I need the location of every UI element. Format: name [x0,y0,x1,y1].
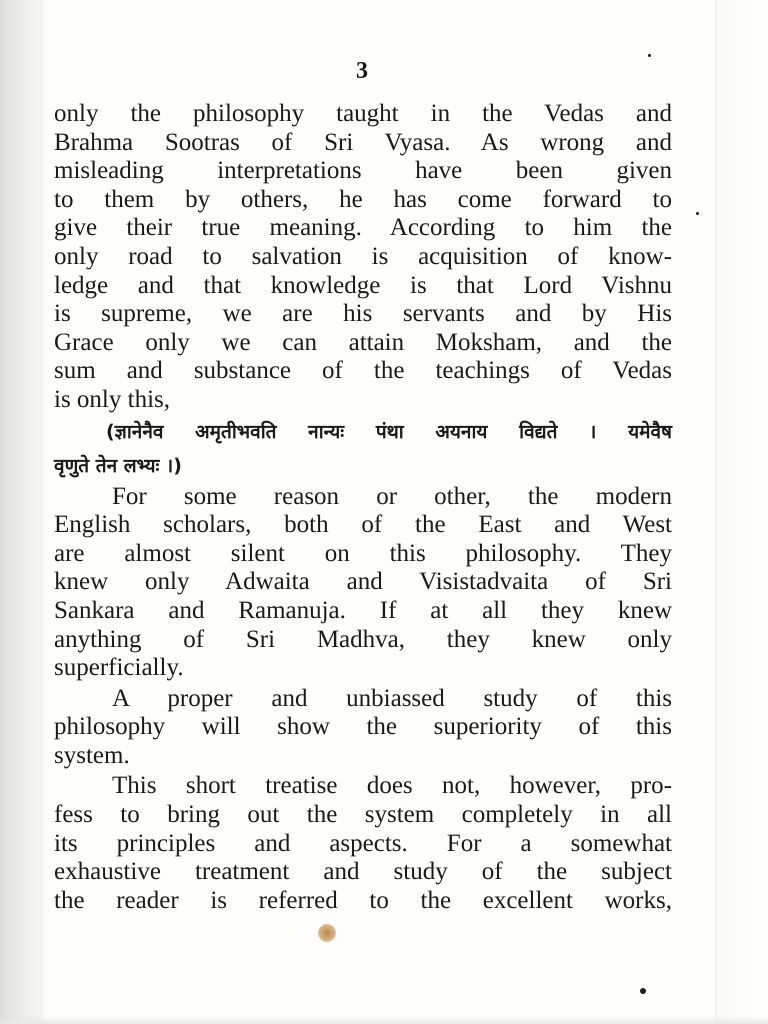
text-line: anything of Sri Madhva, they knew only [54,625,672,653]
text-line: are almost silent on this philosophy. They [54,539,672,567]
paragraph-4 [54,772,672,915]
ink-speck [640,988,646,994]
text-line: is supreme, we are his servants and by His [54,300,672,328]
text-line: sum and substance of the teachings of Vedas [54,357,672,385]
ink-speck [696,212,699,215]
text-line: superficially. [54,654,184,682]
paragraph-2 [54,483,672,683]
text-line: only the philosophy taught in the Vedas and [54,100,672,127]
page-number: 3 [356,58,368,84]
body-text [54,100,672,915]
page-bottom-edge [0,1016,768,1024]
text-line: Brahma Sootras of Sri Vyasa. As wrong and [54,128,672,156]
text-line: philosophy will show the superiority of this [54,713,672,741]
page-right-edge [715,0,768,1024]
text-line: English scholars, both of the East and West [54,511,672,539]
paragraph-3 [54,685,672,771]
text-line: fess to bring out the system completely in all [54,801,672,829]
text-line: only road to salvation is acquisition of know- [54,242,672,270]
text-line: the reader is referred to the excellent works, [54,886,672,914]
paper-stain [318,924,336,942]
text-line: For some reason or other, the modern [112,482,672,510]
text-line: its principles and aspects. For a somewhat [54,829,672,857]
text-line: to them by others, he has come forward to [54,185,672,213]
sanskrit-line: वृणुते तेन लभ्यः ।) [54,454,182,477]
text-line: knew only Adwaita and Visistadvaita of Sri [54,568,672,596]
text-line: is only this, [54,385,170,413]
text-line: system. [54,741,130,769]
text-line: ledge and that knowledge is that Lord Vishnu [54,271,672,299]
text-line: A proper and unbiassed study of this [112,684,672,712]
text-line: exhaustive treatment and study of the subject [54,858,672,886]
text-line: Grace only we can attain Moksham, and the [54,328,672,356]
sanskrit-line: (ज्ञानेनैव अमृतीभवति नान्यः पंथा अयनाय विद्यते । यमेवैष [106,420,672,443]
text-line: give their true meaning. According to him the [54,214,672,242]
text-line: This short treatise does not, however, pro- [112,772,672,800]
text-line: Sankara and Ramanuja. If at all they knew [54,596,672,624]
sanskrit-quote [54,415,672,483]
paragraph-1 [54,100,672,415]
page-gutter-shadow [0,0,44,1024]
ink-speck [648,54,651,57]
text-line: misleading interpretations have been given [54,157,672,185]
